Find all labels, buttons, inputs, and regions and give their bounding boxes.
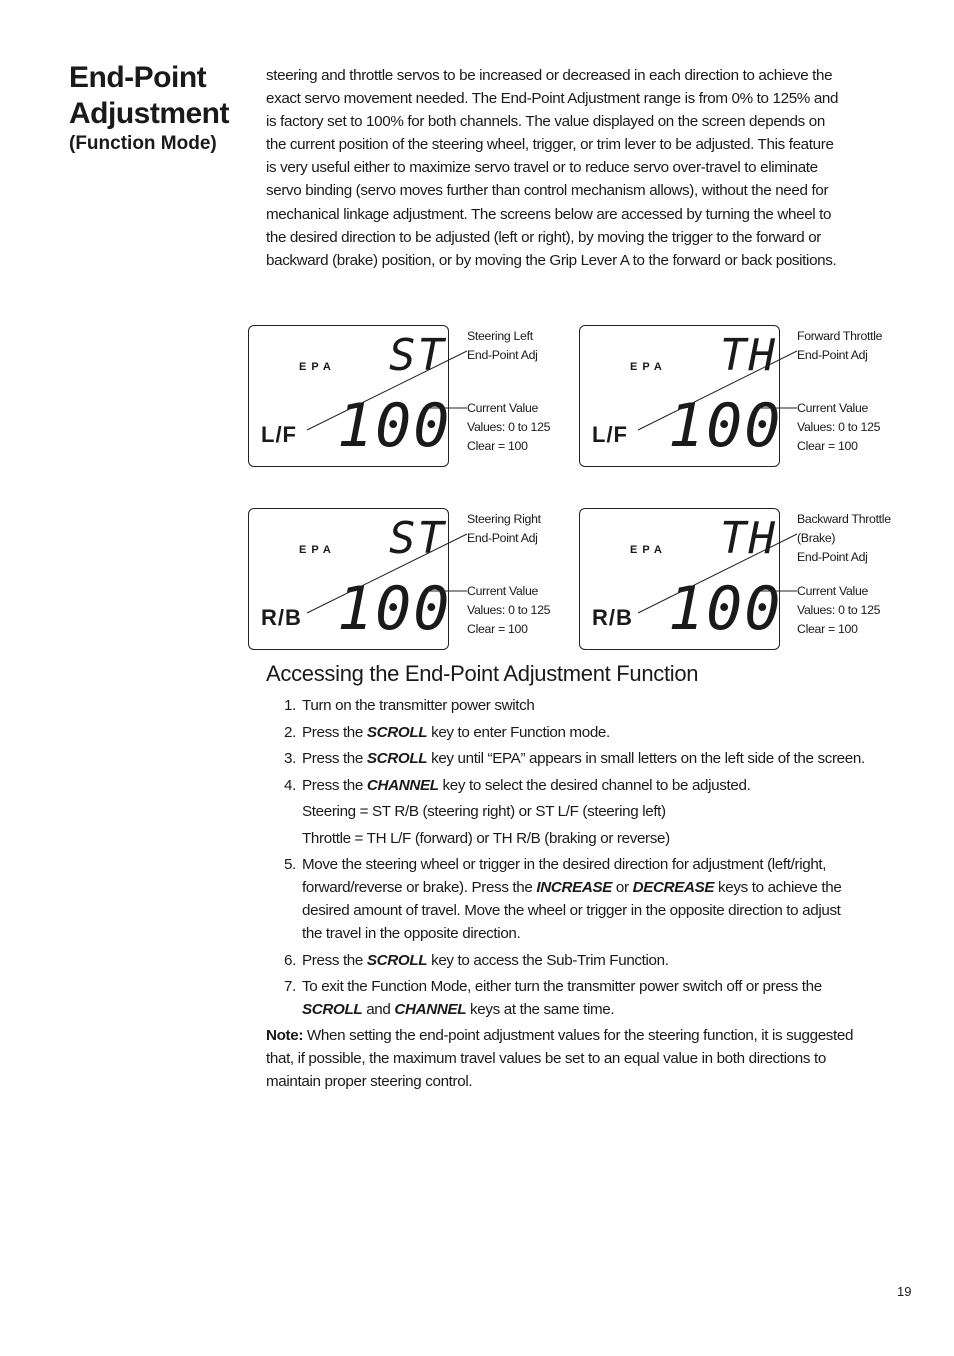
step-subline: Steering = ST R/B (steering right) or ST L/F (steering left)	[302, 803, 666, 820]
key-name: SCROLL	[302, 1001, 363, 1018]
page-subtitle: (Function Mode)	[69, 133, 217, 154]
list-item	[284, 694, 894, 717]
intro-line: the desired direction to be adjusted (left or right), by moving the trigger to the forward or	[266, 228, 822, 246]
step-subline: Throttle = TH L/F (forward) or TH R/B (braking or reverse)	[302, 829, 670, 847]
list-item	[284, 853, 894, 945]
channel-display: TH	[720, 330, 777, 381]
step-text: Press the CHANNEL key to select the desired channel to be adjusted.	[302, 776, 751, 794]
step-text: forward/reverse or brake). Press the INCREASE or DECREASE keys to achieve the	[302, 879, 842, 896]
callout-line: Current Value	[467, 584, 539, 598]
step-number: 4.	[284, 776, 296, 794]
callout-line: Values: 0 to 125	[797, 420, 881, 434]
lcd-screen-steering-left	[248, 325, 452, 467]
step-number: 3.	[284, 750, 296, 767]
callout-label	[467, 327, 538, 365]
callout-line: Clear = 100	[797, 439, 858, 453]
callout-line: End-Point Adj	[467, 348, 538, 362]
step-number: 5.	[284, 856, 296, 873]
intro-line: servo binding (servo moves further than control mechanism allows), without the need for	[266, 182, 829, 200]
epa-indicator: EPA	[299, 544, 336, 556]
list-item	[284, 949, 894, 972]
step-text: desired amount of travel. Move the wheel or trigger in the opposite direction to adjust	[302, 902, 841, 919]
note-label: Note:	[266, 1027, 304, 1044]
intro-line: is factory set to 100% for both channels. The value displayed on the screen depends on	[266, 113, 825, 131]
step-text: Move the steering wheel or trigger in the desired direction for adjustment (left/right,	[302, 856, 827, 873]
callout-line: Current Value	[797, 584, 869, 598]
callout-leader-lines	[580, 509, 781, 651]
step-text: Press the SCROLL key until “EPA” appears in small letters on the left side of the screen.	[302, 750, 865, 767]
note-line: that, if possible, the maximum travel values be set to an equal value in both directions to	[266, 1050, 826, 1068]
lcd-screen-steering-right	[248, 508, 452, 650]
step-text: Press the SCROLL key to access the Sub-Trim Function.	[302, 951, 669, 969]
intro-line: the current position of the steering wheel, trigger, or trim lever to be adjusted. This feature	[266, 136, 834, 154]
intro-line: is very useful either to maximize servo travel or to reduce servo over-travel to eliminate	[266, 159, 818, 177]
callout-line: Values: 0 to 125	[467, 603, 551, 617]
channel-display: ST	[389, 513, 446, 564]
callout-value	[467, 582, 550, 639]
epa-indicator: EPA	[630, 544, 667, 556]
callout-line: Values: 0 to 125	[797, 603, 881, 617]
callout-line: End-Point Adj	[467, 531, 538, 545]
step-text: To exit the Function Mode, either turn the transmitter power switch off or press the	[302, 978, 822, 995]
note-line: maintain proper steering control.	[266, 1073, 473, 1091]
callout-line: Current Value	[467, 401, 539, 415]
direction-indicator: R/B	[592, 605, 633, 630]
steps-list	[284, 694, 894, 1025]
key-name: SCROLL	[366, 750, 428, 767]
intro-paragraph	[266, 64, 886, 272]
value-display: 100	[668, 391, 783, 461]
callout-leader-lines	[249, 509, 450, 651]
callout-line: Values: 0 to 125	[467, 420, 551, 434]
step-text: SCROLL and CHANNEL keys at the same time.	[302, 1001, 615, 1018]
intro-line: backward (brake) position, or by moving the Grip Lever A to the forward or back positions.	[266, 251, 837, 269]
callout-line: Backward Throttle	[797, 512, 891, 526]
direction-indicator: L/F	[261, 422, 297, 447]
step-number: 7.	[284, 978, 296, 995]
key-name: SCROLL	[366, 951, 428, 969]
callout-leader-lines	[580, 326, 781, 468]
list-item	[284, 721, 894, 744]
callout-value	[797, 582, 880, 639]
section-heading: Accessing the End-Point Adjustment Function	[266, 661, 699, 686]
callout-line: Current Value	[797, 401, 869, 415]
step-text: Turn on the transmitter power switch	[302, 697, 535, 714]
list-item	[284, 747, 894, 770]
callout-line: (Brake)	[797, 531, 836, 545]
list-item	[284, 774, 894, 797]
title-line-1: End-Point	[69, 61, 207, 94]
value-display: 100	[337, 574, 452, 644]
step-number: 1.	[284, 697, 296, 714]
page-title	[69, 60, 229, 132]
callout-line: End-Point Adj	[797, 348, 868, 362]
direction-indicator: L/F	[592, 422, 628, 447]
epa-indicator: EPA	[630, 361, 667, 373]
epa-indicator: EPA	[299, 361, 336, 373]
callout-label	[797, 510, 891, 567]
intro-line: steering and throttle servos to be increased or decreased in each direction to achieve the	[266, 67, 833, 84]
callout-line: Clear = 100	[467, 622, 528, 636]
step-text: the travel in the opposite direction.	[302, 925, 521, 942]
note-paragraph	[266, 1024, 896, 1093]
key-name: INCREASE	[536, 879, 613, 896]
value-display: 100	[337, 391, 452, 461]
value-display: 100	[668, 574, 783, 644]
callout-line: Forward Throttle	[797, 329, 883, 343]
page-number: 19	[897, 1284, 912, 1299]
callout-label	[797, 327, 882, 365]
step-number: 6.	[284, 951, 296, 969]
channel-display: TH	[720, 513, 777, 564]
step-number: 2.	[284, 723, 296, 741]
key-name: CHANNEL	[366, 776, 439, 794]
callout-leader-lines	[249, 326, 450, 468]
callout-line: End-Point Adj	[797, 550, 868, 564]
callout-value	[467, 399, 550, 456]
list-item	[284, 975, 894, 1021]
intro-line: exact servo movement needed. The End-Point Adjustment range is from 0% to 125% and	[266, 90, 839, 108]
note-line: Note: When setting the end-point adjustment values for the steering function, it is suggested	[266, 1027, 854, 1044]
step-text: Press the SCROLL key to enter Function mode.	[302, 723, 610, 741]
channel-display: ST	[389, 330, 446, 381]
lcd-screen-forward-throttle	[579, 325, 783, 467]
title-line-2: Adjustment	[69, 97, 229, 130]
callout-line: Steering Left	[467, 329, 533, 343]
key-name: SCROLL	[366, 723, 428, 741]
direction-indicator: R/B	[261, 605, 302, 630]
intro-line: mechanical linkage adjustment. The screens below are accessed by turning the wheel to	[266, 205, 832, 223]
lcd-screen-backward-throttle	[579, 508, 783, 650]
callout-label	[467, 510, 541, 548]
key-name: CHANNEL	[394, 1001, 467, 1018]
callout-line: Steering Right	[467, 512, 541, 526]
callout-value	[797, 399, 880, 456]
callout-line: Clear = 100	[797, 622, 858, 636]
key-name: DECREASE	[632, 879, 715, 896]
callout-line: Clear = 100	[467, 439, 528, 453]
